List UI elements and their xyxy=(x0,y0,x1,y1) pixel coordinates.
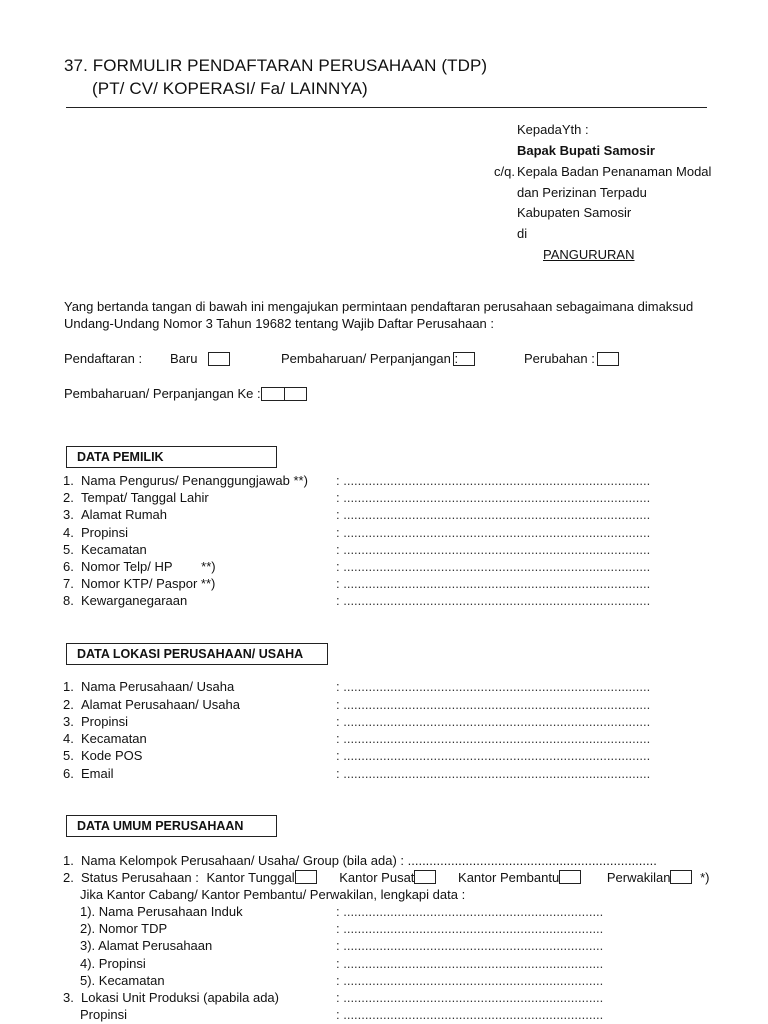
intro-line2: Undang-Undang Nomor 3 Tahun 19682 tentang Wajib Daftar Perusahaan : xyxy=(64,316,495,331)
title-divider xyxy=(66,107,707,108)
umum-sub-row xyxy=(80,972,700,989)
fill-line[interactable]: : ........................................................................ xyxy=(336,1007,604,1022)
row-label: 3). Alamat Perusahaan xyxy=(80,938,213,953)
fill-line[interactable]: : ........................................................................ xyxy=(336,904,604,919)
fill-line[interactable]: : ..................................................................................... xyxy=(336,473,651,488)
baru-label: Baru xyxy=(170,351,198,366)
address-recipient xyxy=(517,141,655,162)
pemilik-row xyxy=(63,472,703,489)
row-number: 4. xyxy=(63,731,74,746)
pemilik-row xyxy=(63,575,703,592)
row-label: Propinsi xyxy=(80,1007,127,1022)
fill-line[interactable]: : ..................................................................................... xyxy=(336,714,651,729)
lokasi-row xyxy=(63,747,703,764)
pembaharuan-label: Pembaharuan/ Perpanjangan : xyxy=(281,351,459,366)
section-header-umum: DATA UMUM PERUSAHAAN xyxy=(66,815,277,837)
address-agency: Kepala Badan Penanaman Modal xyxy=(517,164,712,179)
intro-line1: Yang bertanda tangan di bawah ini mengajukan permintaan pendaftaran perusahaan sebagaimana dimaksud xyxy=(64,299,694,314)
lokasi-row xyxy=(63,678,703,695)
umum-row-lokasi-unit xyxy=(63,989,703,1006)
row-label: Tempat/ Tanggal Lahir xyxy=(81,490,209,505)
baru-checkbox[interactable] xyxy=(208,352,230,366)
kantor-pusat-checkbox[interactable] xyxy=(414,870,436,884)
row-label: Nomor KTP/ Paspor **) xyxy=(81,576,216,591)
row-label: Kecamatan xyxy=(81,542,147,557)
kantor-tunggal-label: Kantor Tunggal xyxy=(206,870,295,885)
lokasi-row xyxy=(63,713,703,730)
form-title-line1: 37. FORMULIR PENDAFTARAN PERUSAHAAN (TDP) xyxy=(64,56,488,75)
row-label: Nama Kelompok Perusahaan/ Usaha/ Group (bila ada) : ..................................................................... xyxy=(81,853,657,868)
registration-label: Pendaftaran : xyxy=(64,351,143,366)
row-number: 4. xyxy=(63,525,74,540)
fill-line[interactable]: : ..................................................................................... xyxy=(336,593,651,608)
umum-row-status xyxy=(63,869,710,886)
row-number: 8. xyxy=(63,593,74,608)
row-label: 2). Nomor TDP xyxy=(80,921,168,936)
row-number: 3. xyxy=(63,990,74,1005)
pembaharuan-checkbox[interactable] xyxy=(453,352,475,366)
fill-line[interactable]: : ..................................................................................... xyxy=(336,679,651,694)
fill-line[interactable]: : ..................................................................................... xyxy=(336,766,651,781)
address-regency: Kabupaten Samosir xyxy=(517,205,632,220)
umum-sub-row-propinsi xyxy=(80,1006,700,1023)
pembaharuan-ke-input[interactable] xyxy=(261,387,307,401)
row-label: Propinsi xyxy=(81,714,128,729)
row-label: Alamat Rumah xyxy=(81,507,167,522)
kantor-pembantu-label: Kantor Pembantu xyxy=(458,870,560,885)
lokasi-row xyxy=(63,765,703,782)
fill-line[interactable]: : ..................................................................................... xyxy=(336,731,651,746)
row-number: 5. xyxy=(63,748,74,763)
row-label: 1). Nama Perusahaan Induk xyxy=(80,904,243,919)
pemilik-row xyxy=(63,524,703,541)
address-city: PANGURURAN xyxy=(543,247,635,262)
row-number: 1. xyxy=(63,853,74,868)
pemilik-row xyxy=(63,541,703,558)
address-agency-2: dan Perizinan Terpadu xyxy=(517,185,647,200)
status-label: Status Perusahaan : xyxy=(81,870,199,885)
row-label: Kode POS xyxy=(81,748,143,763)
pemilik-row xyxy=(63,506,703,523)
jika-note: Jika Kantor Cabang/ Kantor Pembantu/ Perwakilan, lengkapi data : xyxy=(80,887,466,902)
fill-line[interactable]: : ........................................................................ xyxy=(336,990,604,1005)
row-label: Kecamatan xyxy=(81,731,147,746)
row-number: 2. xyxy=(63,870,74,885)
row-number: 1. xyxy=(63,473,74,488)
row-number: 3. xyxy=(63,507,74,522)
row-number: 6. xyxy=(63,766,74,781)
row-label: 4). Propinsi xyxy=(80,956,146,971)
row-label: Propinsi xyxy=(81,525,128,540)
fill-line[interactable]: : ..................................................................................... xyxy=(336,507,651,522)
perubahan-checkbox[interactable] xyxy=(597,352,619,366)
perubahan-label: Perubahan : xyxy=(524,351,595,366)
fill-line[interactable]: : ..................................................................................... xyxy=(336,559,651,574)
fill-line[interactable]: : ........................................................................ xyxy=(336,973,604,988)
row-number: 1. xyxy=(63,679,74,694)
perwakilan-checkbox[interactable] xyxy=(670,870,692,884)
row-label: 5). Kecamatan xyxy=(80,973,165,988)
fill-line[interactable]: : ........................................................................ xyxy=(336,956,604,971)
umum-sub-row xyxy=(80,937,700,954)
row-label: Kewarganegaraan xyxy=(81,593,188,608)
umum-sub-row xyxy=(80,920,700,937)
perwakilan-label: Perwakilan xyxy=(606,870,671,885)
fill-line[interactable]: : ..................................................................................... xyxy=(336,748,651,763)
row-label: Nama Perusahaan/ Usaha xyxy=(81,679,235,694)
fill-line[interactable]: : ........................................................................ xyxy=(336,938,604,953)
row-label: Alamat Perusahaan/ Usaha xyxy=(81,697,240,712)
address-greeting: KepadaYth : xyxy=(517,122,589,137)
address-di: di xyxy=(517,226,528,241)
row-label: Email xyxy=(81,766,114,781)
status-note: *) xyxy=(700,870,710,885)
row-number: 5. xyxy=(63,542,74,557)
fill-line[interactable]: : ..................................................................................... xyxy=(336,525,651,540)
row-number: 2. xyxy=(63,697,74,712)
row-label: Nama Pengurus/ Penanggungjawab **) xyxy=(81,473,308,488)
kantor-pusat-label: Kantor Pusat xyxy=(339,870,415,885)
kantor-pembantu-checkbox[interactable] xyxy=(559,870,581,884)
kantor-tunggal-checkbox[interactable] xyxy=(295,870,317,884)
pemilik-row xyxy=(63,489,703,506)
section-header-lokasi: DATA LOKASI PERUSAHAAN/ USAHA xyxy=(66,643,328,665)
fill-line[interactable]: : ........................................................................ xyxy=(336,921,604,936)
fill-line[interactable]: : ..................................................................................... xyxy=(336,576,651,591)
umum-sub-row xyxy=(80,955,700,972)
fill-line[interactable]: : ..................................................................................... xyxy=(336,697,651,712)
fill-line[interactable]: : ..................................................................................... xyxy=(336,490,651,505)
lokasi-row xyxy=(63,730,703,747)
pembaharuan-ke-label: Pembaharuan/ Perpanjangan Ke : xyxy=(64,386,261,401)
pemilik-row xyxy=(63,558,703,575)
lokasi-row xyxy=(63,696,703,713)
address-cq: c/q. xyxy=(494,164,515,179)
form-title-line2: (PT/ CV/ KOPERASI/ Fa/ LAINNYA) xyxy=(92,79,368,98)
row-label: Nomor Telp/ HP **) xyxy=(81,559,216,574)
section-header-pemilik: DATA PEMILIK xyxy=(66,446,277,468)
umum-row-group xyxy=(63,852,703,869)
pemilik-row xyxy=(63,592,703,609)
fill-line[interactable]: : ..................................................................................... xyxy=(336,542,651,557)
row-number: 7. xyxy=(63,576,74,591)
recipient-name: Bapak Bupati Samosir xyxy=(517,143,655,158)
row-label: Lokasi Unit Produksi (apabila ada) xyxy=(81,990,279,1005)
row-number: 2. xyxy=(63,490,74,505)
row-number: 3. xyxy=(63,714,74,729)
row-number: 6. xyxy=(63,559,74,574)
umum-sub-row xyxy=(80,903,700,920)
